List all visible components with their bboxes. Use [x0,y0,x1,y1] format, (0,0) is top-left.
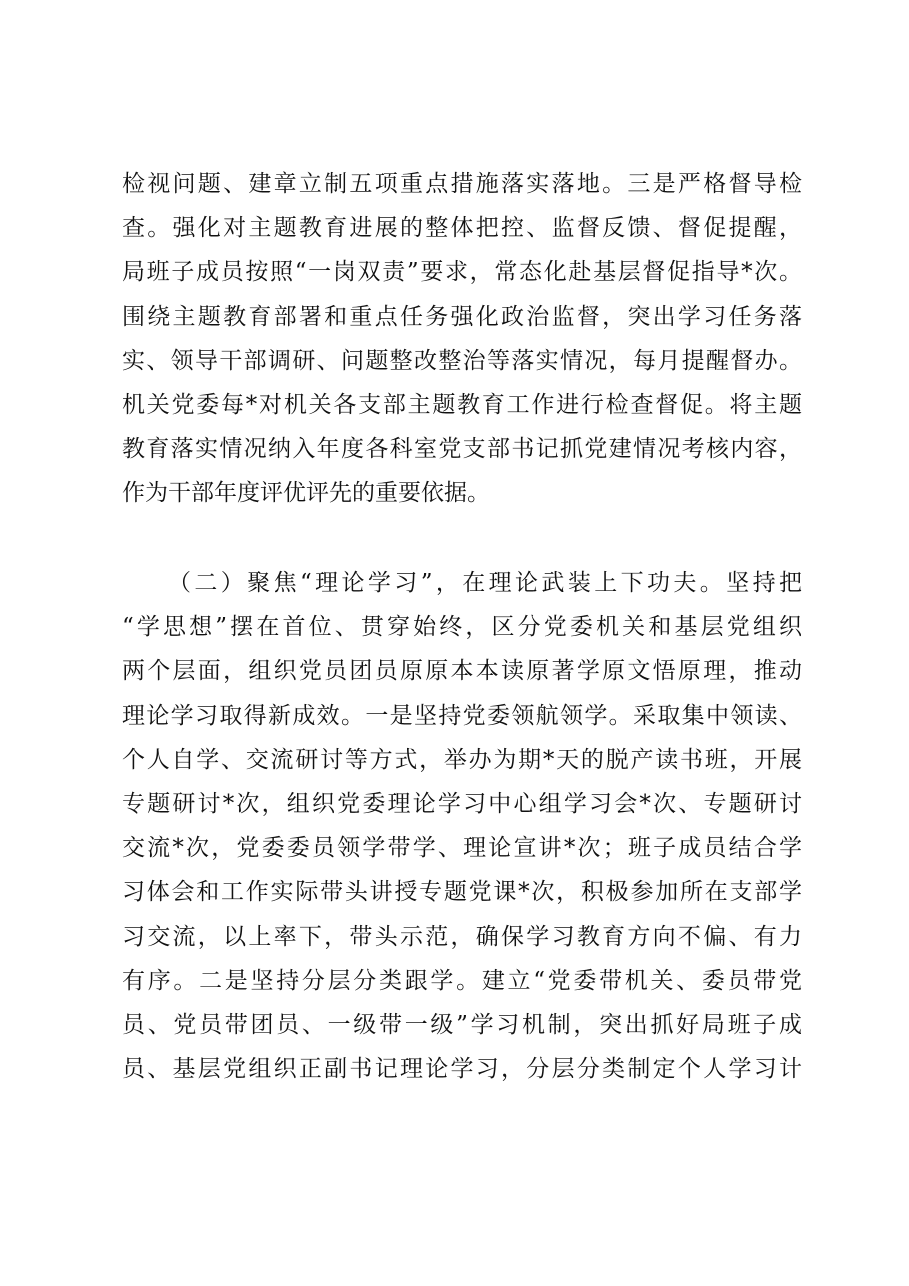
paragraph-1 [122,162,802,516]
paragraph-line: “学思想”摆在首位、贯穿始终，区分党委机关和基层党组织 [122,614,802,641]
paragraph-line: 检视问题、建章立制五项重点措施落实落地。三是严格督导检 [122,171,802,197]
paragraph-line: 个人自学、交流研讨等方式，举办为期*天的脱产读书班，开展 [122,746,802,773]
paragraph-line-last: 作为干部年度评优评先的重要依据。 [122,480,490,507]
paragraph-line: 理论学习取得新成效。一是坚持党委领航领学。采取集中领读、 [122,702,802,729]
paragraph-2 [122,561,802,1091]
paragraph-line: 习体会和工作实际带头讲授专题党课*次，积极参加所在支部学 [122,879,802,906]
paragraph-line: 教育落实情况纳入年度各科室党支部书记抓党建情况考核内容， [122,436,802,463]
paragraph-line: 员、党员带团员、一级带一级”学习机制，突出抓好局班子成 [122,1011,802,1038]
paragraph-line: 机关党委每*对机关各支部主题教育工作进行检查督促。将主题 [122,391,802,418]
paragraph-line: 交流*次，党委委员领学带学、理论宣讲*次；班子成员结合学 [122,835,802,862]
paragraph-line: 员、基层党组织正副书记理论学习，分层分类制定个人学习计 [122,1056,802,1083]
paragraph-line: 查。强化对主题教育进展的整体把控、监督反馈、督促提醒， [122,215,802,242]
paragraph-line: 实、领导干部调研、问题整改整治等落实情况，每月提醒督办。 [122,347,802,374]
paragraph-line: 专题研讨*次，组织党委理论学习中心组学习会*次、专题研讨 [122,790,802,817]
paragraph-line-indented: （二）聚焦“理论学习”，在理论武装上下功夫。坚持把 [168,570,802,596]
paragraph-line: 两个层面，组织党员团员原原本本读原著学原文悟原理，推动 [122,658,802,685]
paragraph-line: 局班子成员按照“一岗双责”要求，常态化赴基层督促指导*次。 [122,259,802,286]
paragraph-line: 围绕主题教育部署和重点任务强化政治监督，突出学习任务落 [122,303,802,330]
paragraph-line: 有序。二是坚持分层分类跟学。建立“党委带机关、委员带党 [122,967,802,994]
paragraph-line: 习交流，以上率下，带头示范，确保学习教育方向不偏、有力 [122,923,802,950]
